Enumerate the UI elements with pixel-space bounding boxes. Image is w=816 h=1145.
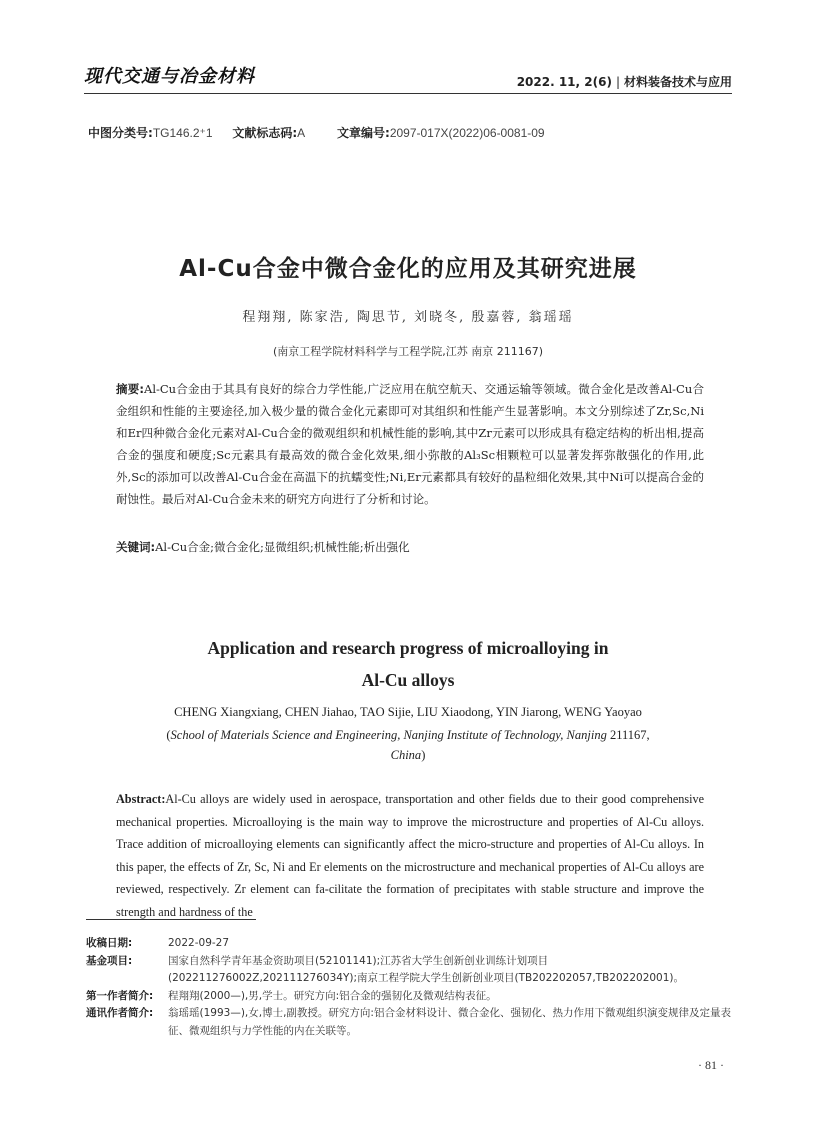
article-no-value: 2097-017X(2022)06-0081-09: [389, 126, 545, 140]
footnote-text: 程翔翔(2000—),男,学士。研究方向:铝合金的强韧化及微观结构表征。: [168, 989, 497, 1002]
footnote-label: 收稿日期:: [86, 937, 133, 949]
abstract-en-text: Al-Cu alloys are widely used in aerospace, transportation and other fields due to their good comprehensive mechanical properties. Microalloying is the main way to improve the microstructure and properties of Al-Cu alloys. Trace addition of microalloying elements can significantly affect the micro-structure and properties of Al-Cu alloys. In this paper, the effects of Zr, Sc, Ni and Er elements on the microstructure and mechanical properties of Al-Cu alloys are reviewed, respectively. Zr element can fa-cilitate the formation of precipitates with stable structure and improve the strength and hardness of the: [116, 792, 704, 919]
footnote-text: 2022-09-27: [168, 937, 230, 949]
affil-en-close: ): [421, 748, 426, 762]
title-en-line2: Al-Cu alloys: [361, 670, 455, 690]
footnote-rule: [86, 919, 256, 920]
keywords-cn-label: 关键词:: [116, 540, 156, 554]
authors-en: CHENG Xiangxiang, CHEN Jiahao, TAO Sijie, LIU Xiaodong, YIN Jiarong, WENG Yaoyao: [174, 705, 642, 719]
footnote-text: 国家自然科学青年基金资助项目(52101141);江苏省大学生创新创业训练计划项目(202211276002Z,202111276034Y);南京工程学院大学生创新创业项目(TB202202057,TB202202001)。: [168, 954, 685, 984]
article-no-label: 文章编号:: [337, 126, 390, 140]
issue-info: [517, 73, 732, 90]
footnotes: [86, 935, 736, 1040]
footnote-corresponding-author: [86, 1005, 736, 1040]
header-separator: |: [615, 75, 620, 89]
clc-label: 中图分类号:: [88, 126, 153, 140]
footnote-label: 第一作者简介:: [86, 989, 154, 1002]
classification-line: [88, 124, 545, 141]
abstract-cn-label: 摘要:: [116, 382, 145, 396]
affiliation-cn: (南京工程学院材料科学与工程学院,江苏 南京 211167): [272, 345, 544, 358]
page-number: · 81 ·: [698, 1058, 724, 1072]
clc-value: TG146.2⁺1: [152, 126, 213, 140]
journal-section: 材料装备技术与应用: [623, 75, 732, 89]
keywords-cn: [116, 539, 704, 555]
authors-cn: 程翔翔, 陈家浩, 陶思节, 刘晓冬, 殷嘉蓉, 翁瑶瑶: [242, 310, 574, 325]
affil-en-open: (: [166, 728, 171, 742]
affiliation-en: [110, 725, 706, 765]
header-rule: [84, 93, 732, 94]
title-en-line1: Application and research progress of microalloying in: [207, 638, 609, 658]
footnote-first-author: [86, 988, 736, 1006]
abstract-en-label: Abstract:: [116, 792, 166, 806]
footnote-label: 基金项目:: [86, 954, 133, 967]
affil-en-school: School of Materials Science and Engineering, Nanjing Institute of Technology, Nanjing: [170, 728, 607, 742]
affil-en-postcode: 211167,: [606, 728, 650, 742]
footnote-funding: [86, 953, 736, 988]
footnote-received: [86, 935, 736, 953]
issue-number: 2022. 11, 2(6): [516, 75, 612, 89]
affil-en-country: China: [390, 748, 422, 762]
title-en: [100, 632, 716, 696]
keywords-cn-text: Al-Cu合金;微合金化;显微组织;机械性能;析出强化: [155, 540, 410, 554]
title-cn: Al-Cu合金中微合金化的应用及其研究进展: [179, 256, 637, 282]
abstract-cn: [116, 378, 704, 510]
doc-code-label: 文献标志码:: [232, 126, 298, 140]
abstract-cn-text: Al-Cu合金由于其具有良好的综合力学性能,广泛应用在航空航天、交通运输等领域。微合金化是改善Al-Cu合金组织和性能的主要途径,加入极少量的微合金化元素即可对其组织和性能产生显著影响。本文分别综述了Zr,Sc,Ni和Er四种微合金化元素对Al-Cu合金的微观组织和机械性能的影响,其中Zr元素可以形成具有稳定结构的析出相,提高合金的强度和硬度;Sc元素具有最高效的微合金化效果,细小弥散的Al₃Sc相颗粒可以显著发挥弥散强化的作用,此外,Sc的添加可以改善Al-Cu合金在高温下的抗蠕变性;Ni,Er元素都具有较好的晶粒细化效果,其中Ni可以提高合金的耐蚀性。最后对Al-Cu合金未来的研究方向进行了分析和讨论。: [116, 382, 704, 506]
doc-code-value: A: [297, 126, 306, 140]
footnote-text: 翁瑶瑶(1993—),女,博士,副教授。研究方向:铝合金材料设计、微合金化、强韧化、热力作用下微观组织演变规律及定量表征、微观组织与力学性能的内在关联等。: [168, 1007, 731, 1037]
abstract-en: [116, 788, 704, 923]
journal-logo: 现代交通与冶金材料: [84, 66, 255, 87]
footnote-label: 通讯作者简介:: [86, 1007, 154, 1019]
